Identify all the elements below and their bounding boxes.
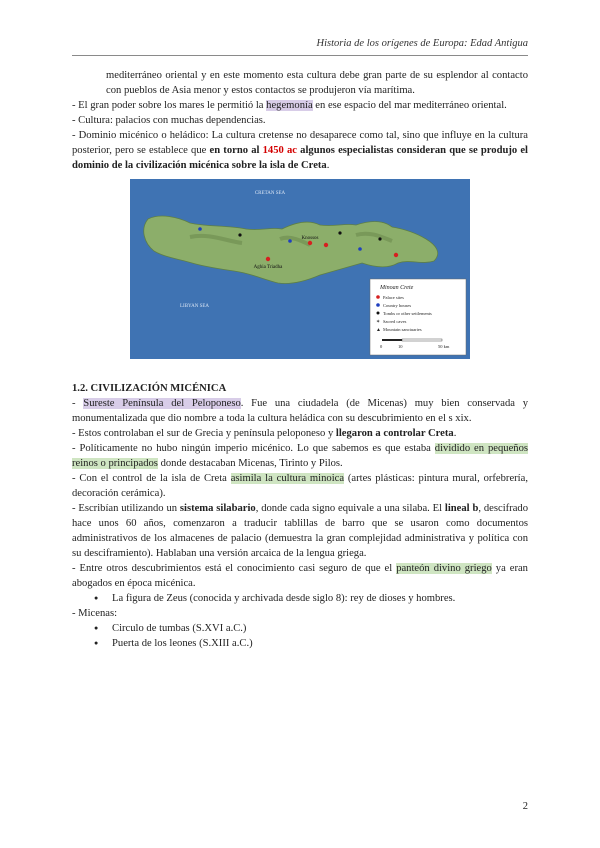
highlight-peloponeso: Sureste Península del Peloponeso bbox=[83, 398, 241, 409]
legend-title: Minoan Crete bbox=[380, 285, 414, 291]
page-content bbox=[72, 68, 528, 651]
palace-marker bbox=[308, 241, 312, 245]
legend-item: Sacred caves bbox=[383, 319, 407, 324]
highlight-hegemonia: hegemonía bbox=[266, 100, 313, 111]
bullet-dominio: - Dominio micénico o heládico: La cultura cretense no desaparece como tal, sino que influye en la cultura posterior, pero se establece que en torno al 1450 ac algunos especialistas consideran que se produjo el dominio de la civilización micénica sobre la isla de Creta. bbox=[72, 130, 528, 171]
page-number: 2 bbox=[522, 801, 528, 812]
map-legend bbox=[370, 279, 466, 355]
highlight-panteon: panteón divino griego bbox=[396, 563, 492, 574]
palace-marker bbox=[266, 257, 270, 261]
para-politica: - Políticamente no hubo ningún imperio micénico. Lo que sabemos es que estaba dividido en pequeños reinos o principados donde destacaban Micenas, Tirinto y Pilos. bbox=[72, 443, 529, 469]
para-escritura: - Escribían utilizando un sistema silabario, donde cada signo equivale a una silaba. El lineal b, descifrado hace unos 60 años, comenzaron a traducir tablillas de barro que se usaron como documentos administrativos de los almacenes de palacio (demuestra la gran complejidad administrativa y política con su desciframiento). Hablaban una versión arcaica de la lengua griega. bbox=[72, 503, 528, 559]
header-rule bbox=[72, 55, 528, 56]
svg-text:▲: ▲ bbox=[376, 328, 381, 333]
palace-marker bbox=[324, 243, 328, 247]
section-heading: 1.2. CIVILIZACIÓN MICÉNICA bbox=[72, 383, 227, 394]
para-creta: - Con el control de la isla de Creta asimila la cultura minoica (artes plásticas: pintura mural, orfebrería, decoración cerámica). bbox=[72, 473, 528, 499]
bullet-cultura: - Cultura: palacios con muchas dependencias. bbox=[72, 115, 266, 126]
settlement-marker bbox=[238, 233, 241, 236]
para-panteon: - Entre otros descubrimientos está el conocimiento casi seguro de que el panteón divino griego ya eran abogados en época micénica. bbox=[72, 563, 528, 589]
palace-marker bbox=[394, 253, 398, 257]
legend-item: Mountain sanctuaries bbox=[383, 327, 422, 332]
label-knossos: Knossos bbox=[301, 236, 319, 241]
running-header: Historia de los orígenes de Europa: Edad Antigua bbox=[316, 38, 528, 49]
settlement-marker bbox=[378, 237, 381, 240]
scale-label: 0 bbox=[380, 344, 383, 349]
legend-item: Tombs or other settlements bbox=[383, 311, 432, 316]
sea-label-south: LIBYAN SEA bbox=[180, 304, 210, 309]
legend-item: Palace sites bbox=[383, 295, 404, 300]
list-item: ● La figura de Zeus (conocida y archivada desde siglo 8): rey de dioses y hombres. bbox=[112, 591, 528, 606]
scale-label: 10 bbox=[398, 344, 403, 349]
sea-label-north: CRETAN SEA bbox=[254, 191, 286, 196]
intro-continuation: mediterráneo oriental y en este momento esta cultura debe gran parte de su esplendor al contacto con pueblos de Asia menor y estos contactos se produjeron vía marítima. bbox=[106, 70, 528, 96]
crete-map-svg bbox=[130, 179, 470, 359]
scale-label: 50 km bbox=[438, 344, 450, 349]
bullet-hegemonia: - El gran poder sobre los mares le permitió la hegemonía en ese espacio del mar mediterráneo oriental. bbox=[72, 100, 507, 111]
zeus-list bbox=[72, 591, 528, 606]
house-marker bbox=[358, 247, 362, 251]
crete-map bbox=[130, 179, 470, 359]
highlight-reinos: dividido en pequeños reinos o principados bbox=[72, 443, 529, 469]
micenas-list bbox=[72, 621, 528, 651]
date-1450: 1450 ac bbox=[262, 145, 297, 156]
para-sureste: - Sureste Península del Peloponeso. Fue una ciudadela (de Micenas) muy bien conservada y monumentalizada que dio nombre a toda la cultura heládica con su descubrimiento en el s xix. bbox=[72, 398, 528, 424]
list-item: ● Puerta de los leones (S.XIII a.C.) bbox=[112, 636, 528, 651]
house-marker bbox=[198, 227, 202, 231]
micenas-label: - Micenas: bbox=[72, 608, 118, 619]
svg-text:✶: ✶ bbox=[376, 320, 381, 325]
para-control: - Estos controlaban el sur de Grecia y península peloponeso y llegaron a controlar Creta. bbox=[72, 428, 457, 439]
settlement-marker bbox=[338, 231, 341, 234]
legend-item: Country houses bbox=[383, 303, 412, 308]
label-aghia-triadha: Aghia Triadha bbox=[253, 265, 283, 270]
scale-bar bbox=[382, 339, 402, 341]
list-item: ● Circulo de tumbas (S.XVI a.C.) bbox=[112, 621, 528, 636]
house-marker bbox=[288, 239, 292, 243]
highlight-minoica: asimila la cultura minoica bbox=[230, 473, 345, 484]
